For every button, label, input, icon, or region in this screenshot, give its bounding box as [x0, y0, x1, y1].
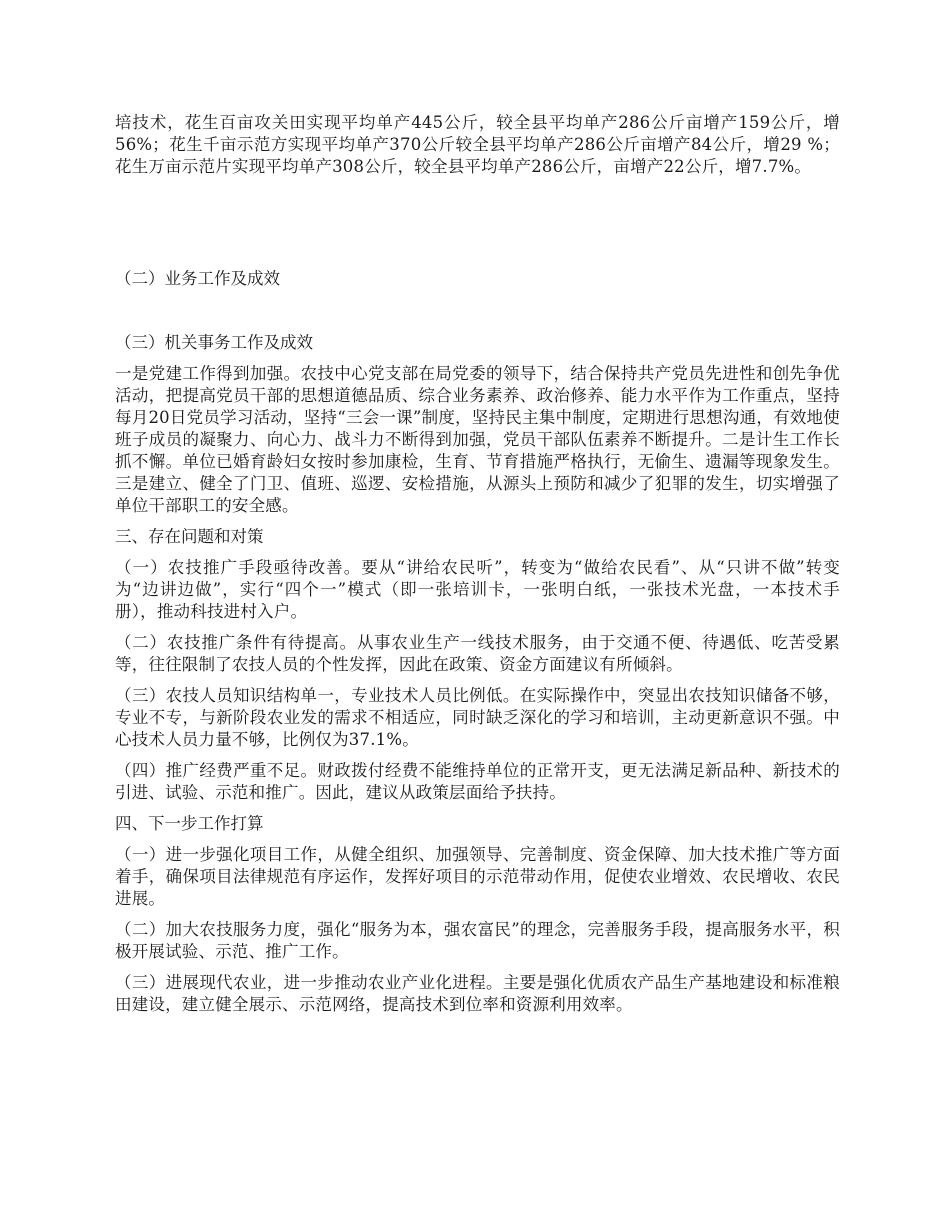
- heading-problems: 三、存在问题和对策: [115, 527, 264, 546]
- problem-item-3: （三）农技人员知识结构单一，专业技术人员比例低。在实际操作中，突显出农技知识储备不够，专业不专，与新阶段农业发的需求不相适应，同时缺乏深化的学习和培训，主动更新意识不强。中心技术人员力量不够，比例仅为37.1%。: [115, 686, 840, 749]
- paragraph-peanut-yield: 培技术，花生百亩攻关田实现平均单产445公斤，较全县平均单产286公斤亩增产159公斤，增56%；花生千亩示范方实现平均单产370公斤较全县平均单产286公斤亩增产84公斤，增29 %；花生万亩示范片实现平均单产308公斤，较全县平均单产286公斤，亩增产22公斤，增7.7%。: [115, 113, 840, 176]
- next-step-item-1: （一）进一步强化项目工作，从健全组织、加强领导、完善制度、资金保障、加大技术推广等方面着手，确保项目法律规范有序运作，发挥好项目的示范带动作用，促使农业增效、农民增收、农民进展。: [115, 845, 840, 908]
- document-body: [115, 112, 840, 1016]
- next-step-item-3: （三）进展现代农业，进一步推动农业产业化进程。主要是强化优质农产品生产基地建设和标准粮田建设，建立健全展示、示范网络，提高技术到位率和资源利用效率。: [115, 973, 840, 1014]
- heading-next-steps: 四、下一步工作打算: [115, 814, 264, 833]
- next-step-item-2: （二）加大农技服务力度，强化“服务为本，强农富民”的理念，完善服务手段，提高服务水平，积极开展试验、示范、推广工作。: [115, 920, 840, 961]
- problem-item-2: （二）农技推广条件有待提高。从事农业生产一线技术服务，由于交通不便、待遇低、吃苦受累等，往往限制了农技人员的个性发挥，因此在政策、资金方面建议有所倾斜。: [115, 633, 840, 674]
- paragraph-office-affairs: 一是党建工作得到加强。农技中心党支部在局党委的领导下，结合保持共产党员先进性和创先争优活动，把提高党员干部的思想道德品质、综合业务素养、政治修养、能力水平作为工作重点，坚持每月20日党员学习活动，坚持“三会一课”制度，坚持民主集中制度，定期进行思想沟通，有效地使班子成员的凝聚力、向心力、战斗力不断得到加强，党员干部队伍素养不断提升。二是计生工作长抓不懈。单位已婚育龄妇女按时参加康检，生育、节育措施严格执行，无偷生、遗漏等现象发生。三是建立、健全了门卫、值班、巡逻、安检措施，从源头上预防和减少了犯罪的发生，切实增强了单位干部职工的安全感。: [115, 364, 840, 515]
- heading-office-affairs: （三）机关事务工作及成效: [115, 333, 313, 352]
- spacer: [115, 178, 840, 268]
- spacer: [115, 290, 840, 332]
- heading-business-work: （二）业务工作及成效: [115, 269, 280, 288]
- problem-item-4: （四）推广经费严重不足。财政拨付经费不能维持单位的正常开支，更无法满足新品种、新技术的引进、试验、示范和推广。因此，建议从政策层面给予扶持。: [115, 761, 840, 802]
- problem-item-1: （一）农技推广手段亟待改善。要从“讲给农民听”，转变为“做给农民看”、从“只讲不做”转变为“边讲边做”，实行“四个一”模式（即一张培训卡，一张明白纸，一张技术光盘，一本技术手册），推动科技进村入户。: [115, 558, 840, 621]
